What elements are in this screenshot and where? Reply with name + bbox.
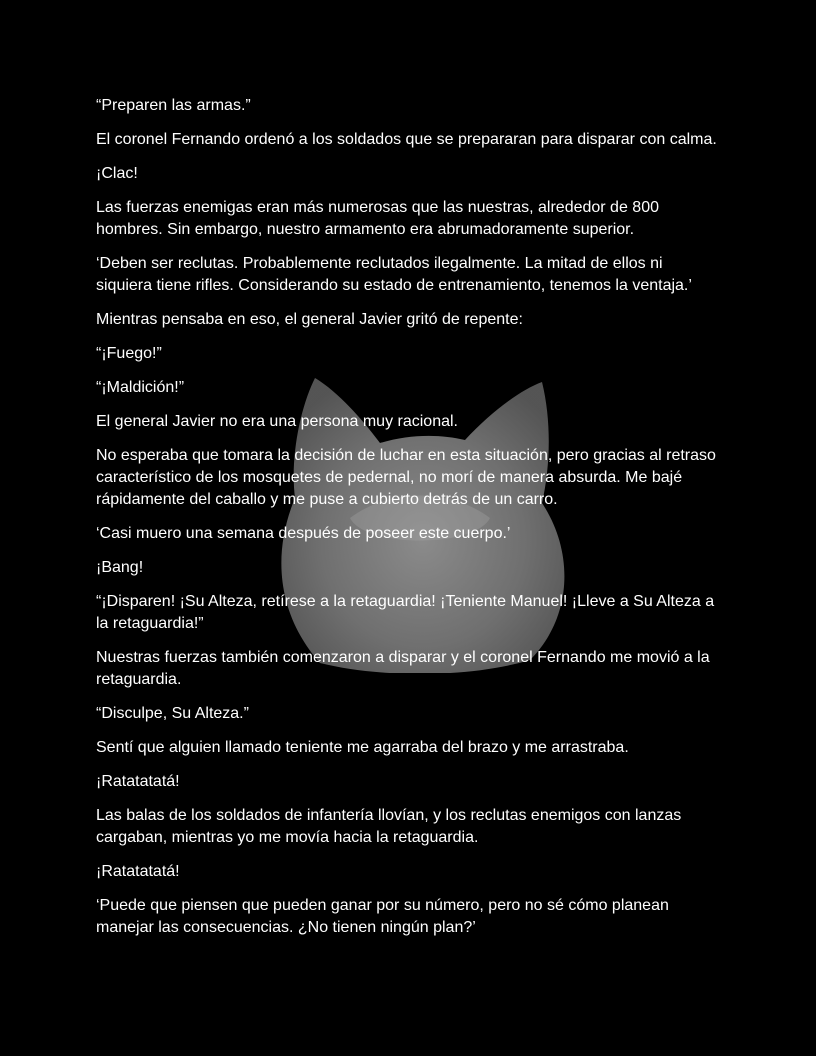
paragraph: Las fuerzas enemigas eran más numerosas que las nuestras, alrededor de 800 hombres. Sin embargo, nuestro armamento era abrumadoramente superior. [96, 199, 659, 238]
paragraph: ‘Deben ser reclutas. Probablemente reclutados ilegalmente. La mitad de ellos ni siquiera tiene rifles. Considerando su estado de entrenamiento, tenemos la ventaja.’ [96, 255, 692, 294]
paragraph: ‘Puede que piensen que pueden ganar por su número, pero no sé cómo planean manejar las consecuencias. ¿No tienen ningún plan?’ [96, 897, 669, 936]
paragraph: El coronel Fernando ordenó a los soldados que se prepararan para disparar con calma. [96, 131, 717, 148]
paragraph: Sentí que alguien llamado teniente me agarraba del brazo y me arrastraba. [96, 739, 629, 756]
paragraph: “Preparen las armas.” [96, 97, 251, 114]
paragraph: ¡Ratatatatá! [96, 863, 180, 880]
paragraph: Las balas de los soldados de infantería llovían, y los reclutas enemigos con lanzas cargaban, mientras yo me movía hacia la retaguardia. [96, 807, 682, 846]
paragraph: Nuestras fuerzas también comenzaron a disparar y el coronel Fernando me movió a la retaguardia. [96, 649, 710, 688]
paragraph: ¡Bang! [96, 559, 144, 576]
document-body [96, 95, 722, 951]
paragraph: El general Javier no era una persona muy racional. [96, 413, 458, 430]
paragraph: “¡Fuego!” [96, 345, 162, 362]
paragraph: No esperaba que tomara la decisión de luchar en esta situación, pero gracias al retraso característico de los mosquetes de pedernal, no morí de manera absurda. Me bajé rápidamente del caballo y me puse a cubierto detrás de un carro. [96, 447, 716, 508]
paragraph: “¡Disparen! ¡Su Alteza, retírese a la retaguardia! ¡Teniente Manuel! ¡Lleve a Su Alteza a la retaguardia!” [96, 593, 715, 632]
paragraph: ¡Ratatatatá! [96, 773, 180, 790]
paragraph: Mientras pensaba en eso, el general Javier gritó de repente: [96, 311, 523, 328]
paragraph: “Disculpe, Su Alteza.” [96, 705, 249, 722]
paragraph: “¡Maldición!” [96, 379, 185, 396]
paragraph: ¡Clac! [96, 165, 138, 182]
paragraph: ‘Casi muero una semana después de poseer este cuerpo.’ [96, 525, 511, 542]
